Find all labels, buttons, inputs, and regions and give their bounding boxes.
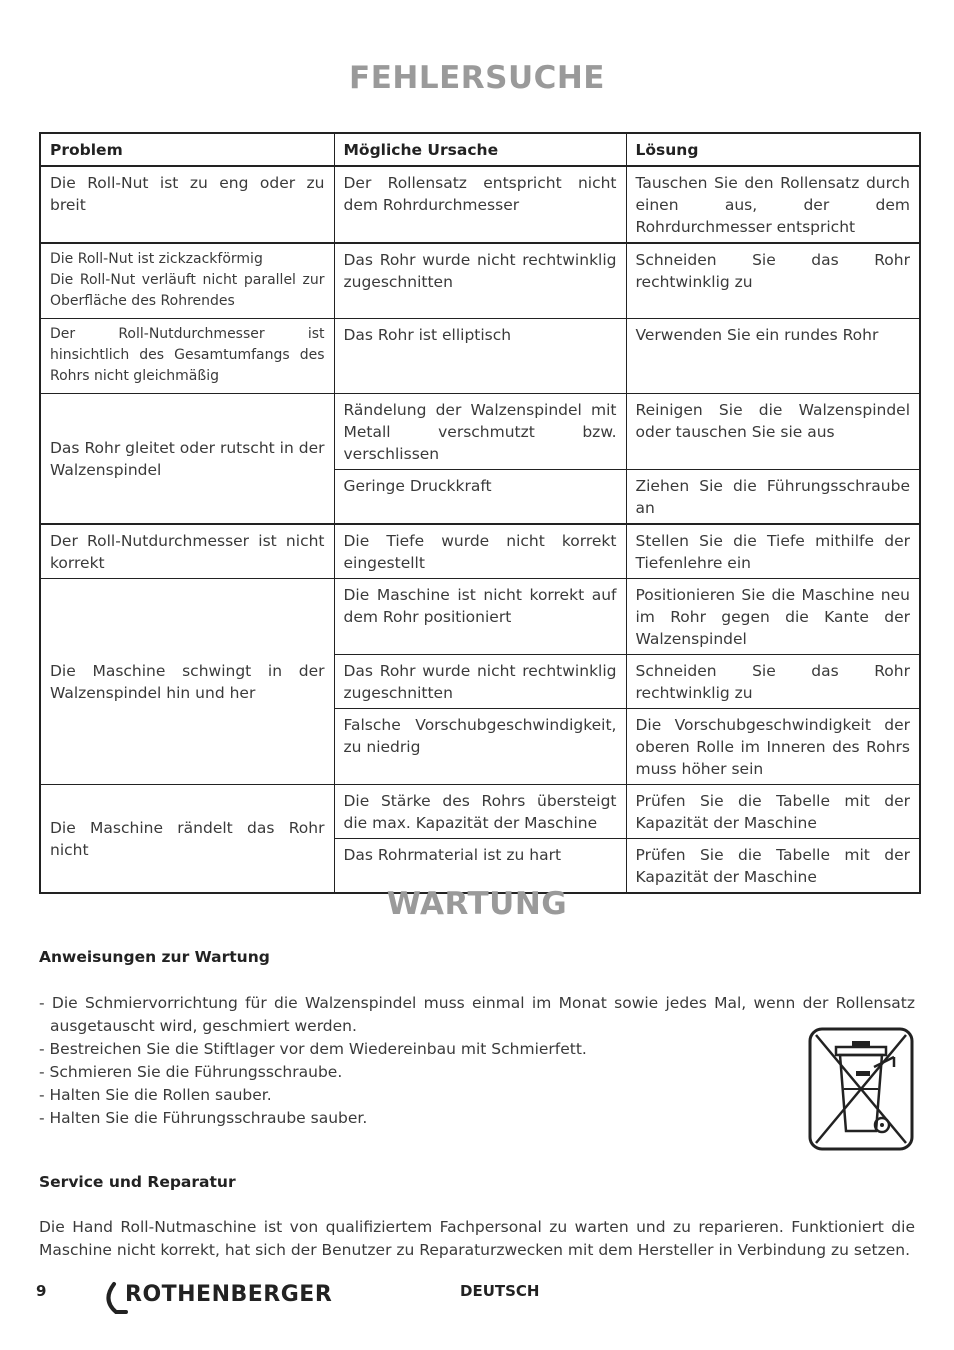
problem-text: Die Roll-Nut ist zickzackförmig Die Roll-Nut verläuft nicht parallel zur Oberfläche des Rohrendes xyxy=(50,251,325,309)
crossed-out-wheelie-bin-icon xyxy=(808,1027,914,1151)
cause-cell: Die Maschine ist nicht korrekt auf dem Rohr positioniert xyxy=(334,578,626,654)
problem-cell: Die Maschine rändelt das Rohr nicht xyxy=(40,784,334,893)
solution-cell: Stellen Sie die Tiefe mithilfe der Tiefenlehre ein xyxy=(626,524,920,579)
cause-cell: Geringe Druckkraft xyxy=(334,469,626,524)
cause-cell: Die Tiefe wurde nicht korrekt eingestellt xyxy=(334,524,626,579)
rothenberger-logo xyxy=(100,1278,350,1320)
cause-cell: Falsche Vorschubgeschwindigkeit, zu niedrig xyxy=(334,708,626,784)
list-item: - Die Schmiervorrichtung für die Walzenspindel muss einmal im Monat sowie jedes Mal, wenn der Rollensatz ausgetauscht wird, geschmiert werden. xyxy=(39,994,915,1035)
list-item: - Bestreichen Sie die Stiftlager vor dem Wiedereinbau mit Schmierfett. xyxy=(39,1040,587,1058)
header-solution: Lösung xyxy=(626,133,920,166)
header-cause: Mögliche Ursache xyxy=(334,133,626,166)
maintenance-title: WARTUNG xyxy=(386,886,568,922)
table-row xyxy=(40,578,920,654)
problem-cell: Die Roll-Nut ist zu eng oder zu breit xyxy=(40,166,334,243)
problem-cell: Der Roll-Nutdurchmesser ist hinsichtlich des Gesamtumfangs des Rohrs nicht gleichmäßig xyxy=(40,318,334,393)
solution-cell: Die Vorschubgeschwindigkeit der oberen Rolle im Inneren des Rohrs muss höher sein xyxy=(626,708,920,784)
troubleshooting-table xyxy=(39,132,921,894)
solution-cell: Schneiden Sie das Rohr rechtwinklig zu xyxy=(626,243,920,318)
solution-cell: Prüfen Sie die Tabelle mit der Kapazität der Maschine xyxy=(626,838,920,893)
table-row xyxy=(40,318,920,393)
solution-cell: Schneiden Sie das Rohr rechtwinklig zu xyxy=(626,654,920,708)
list-item: - Schmieren Sie die Führungsschraube. xyxy=(39,1063,343,1081)
cause-cell: Rändelung der Walzenspindel mit Metall verschmutzt bzw. verschlissen xyxy=(334,393,626,469)
troubleshooting-title: FEHLERSUCHE xyxy=(349,60,605,96)
cause-cell: Das Rohr ist elliptisch xyxy=(334,318,626,393)
solution-cell: Reinigen Sie die Walzenspindel oder tauschen Sie sie aus xyxy=(626,393,920,469)
cause-cell: Das Rohrmaterial ist zu hart xyxy=(334,838,626,893)
solution-cell: Verwenden Sie ein rundes Rohr xyxy=(626,318,920,393)
table-row xyxy=(40,524,920,579)
solution-cell: Positionieren Sie die Maschine neu im Rohr gegen die Kante der Walzenspindel xyxy=(626,578,920,654)
cause-cell: Das Rohr wurde nicht rechtwinklig zugeschnitten xyxy=(334,654,626,708)
solution-cell: Prüfen Sie die Tabelle mit der Kapazität der Maschine xyxy=(626,784,920,838)
problem-cell xyxy=(40,243,334,318)
page-number: 9 xyxy=(36,1282,47,1300)
problem-cell: Das Rohr gleitet oder rutscht in der Walzenspindel xyxy=(40,393,334,524)
table-row xyxy=(40,243,920,318)
language-label: DEUTSCH xyxy=(460,1282,540,1300)
cause-cell: Die Stärke des Rohrs übersteigt die max. Kapazität der Maschine xyxy=(334,784,626,838)
service-heading: Service und Reparatur xyxy=(39,1173,236,1191)
list-item: - Halten Sie die Führungsschraube sauber. xyxy=(39,1109,368,1127)
problem-cell: Die Maschine schwingt in der Walzenspindel hin und her xyxy=(40,578,334,784)
list-item: - Halten Sie die Rollen sauber. xyxy=(39,1086,272,1104)
maintenance-instructions-list xyxy=(39,992,915,1130)
service-paragraph: Die Hand Roll-Nutmaschine ist von qualifiziertem Fachpersonal zu warten und zu reparieren. Funktioniert die Maschine nicht korrekt, hat sich der Benutzer zu Reparaturzwecken mit dem Hersteller in Verbindung zu setzen. xyxy=(39,1218,915,1259)
table-row xyxy=(40,784,920,838)
header-problem: Problem xyxy=(40,133,334,166)
brand-name: ROTHENBERGER xyxy=(125,1282,333,1307)
table-row xyxy=(40,166,920,243)
solution-cell: Ziehen Sie die Führungsschraube an xyxy=(626,469,920,524)
table-header-row xyxy=(40,133,920,166)
table-row xyxy=(40,393,920,469)
maintenance-instructions-heading: Anweisungen zur Wartung xyxy=(39,948,270,966)
cause-cell: Der Rollensatz entspricht nicht dem Rohrdurchmesser xyxy=(334,166,626,243)
solution-cell: Tauschen Sie den Rollensatz durch einen aus, der dem Rohrdurchmesser entspricht xyxy=(626,166,920,243)
cause-cell: Das Rohr wurde nicht rechtwinklig zugeschnitten xyxy=(334,243,626,318)
problem-cell: Der Roll-Nutdurchmesser ist nicht korrekt xyxy=(40,524,334,579)
